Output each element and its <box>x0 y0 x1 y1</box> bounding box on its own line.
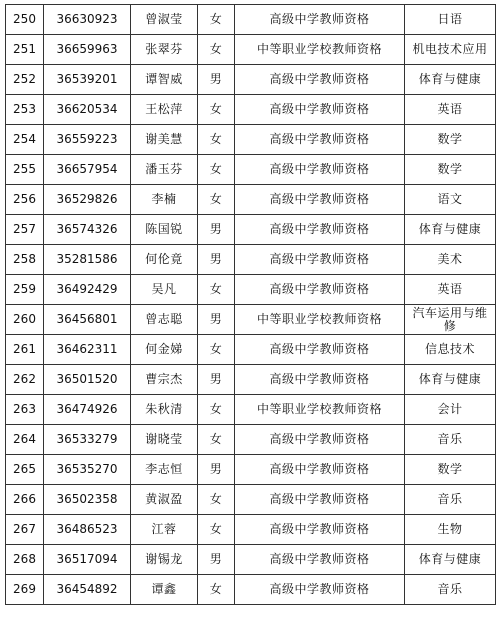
subject-cell: 体育与健康 <box>405 545 496 575</box>
name-cell: 王松萍 <box>131 95 198 125</box>
seq-cell: 252 <box>6 65 44 95</box>
subject-cell: 日语 <box>405 5 496 35</box>
seq-cell: 267 <box>6 515 44 545</box>
candidate-id-cell: 36533279 <box>44 425 131 455</box>
table-row <box>6 395 496 425</box>
table-row <box>6 95 496 125</box>
name-cell: 曾志聪 <box>131 305 198 335</box>
candidate-id-cell: 36620534 <box>44 95 131 125</box>
subject-cell: 英语 <box>405 275 496 305</box>
name-cell: 谢晓莹 <box>131 425 198 455</box>
subject-cell: 体育与健康 <box>405 65 496 95</box>
name-cell: 江蓉 <box>131 515 198 545</box>
table-row <box>6 65 496 95</box>
name-cell: 谢美慧 <box>131 125 198 155</box>
seq-cell: 254 <box>6 125 44 155</box>
qualification-cell: 高级中学教师资格 <box>235 65 405 95</box>
seq-cell: 257 <box>6 215 44 245</box>
subject-cell: 数学 <box>405 455 496 485</box>
candidate-id-cell: 36574326 <box>44 215 131 245</box>
seq-cell: 255 <box>6 155 44 185</box>
seq-cell: 264 <box>6 425 44 455</box>
table-row <box>6 425 496 455</box>
subject-cell: 语文 <box>405 185 496 215</box>
subject-cell: 信息技术 <box>405 335 496 365</box>
gender-cell: 女 <box>198 515 235 545</box>
candidate-id-cell: 36502358 <box>44 485 131 515</box>
table-row <box>6 515 496 545</box>
candidate-id-cell: 36456801 <box>44 305 131 335</box>
gender-cell: 男 <box>198 455 235 485</box>
qualification-cell: 高级中学教师资格 <box>235 275 405 305</box>
teacher-qualification-table <box>5 4 496 605</box>
gender-cell: 男 <box>198 215 235 245</box>
name-cell: 张翠芬 <box>131 35 198 65</box>
qualification-cell: 高级中学教师资格 <box>235 365 405 395</box>
seq-cell: 250 <box>6 5 44 35</box>
table-row <box>6 335 496 365</box>
seq-cell: 263 <box>6 395 44 425</box>
gender-cell: 女 <box>198 485 235 515</box>
table-row <box>6 125 496 155</box>
subject-cell: 美术 <box>405 245 496 275</box>
subject-cell: 生物 <box>405 515 496 545</box>
gender-cell: 女 <box>198 575 235 605</box>
table-row <box>6 155 496 185</box>
candidate-id-cell: 36486523 <box>44 515 131 545</box>
table-row <box>6 485 496 515</box>
name-cell: 李志恒 <box>131 455 198 485</box>
name-cell: 谢锡龙 <box>131 545 198 575</box>
table-row <box>6 35 496 65</box>
table-row <box>6 545 496 575</box>
qualification-cell: 高级中学教师资格 <box>235 515 405 545</box>
gender-cell: 男 <box>198 305 235 335</box>
name-cell: 朱秋清 <box>131 395 198 425</box>
gender-cell: 女 <box>198 155 235 185</box>
subject-cell: 英语 <box>405 95 496 125</box>
candidate-id-cell: 36657954 <box>44 155 131 185</box>
qualification-cell: 高级中学教师资格 <box>235 5 405 35</box>
name-cell: 潘玉芬 <box>131 155 198 185</box>
qualification-cell: 高级中学教师资格 <box>235 455 405 485</box>
candidate-id-cell: 36454892 <box>44 575 131 605</box>
name-cell: 陈国锐 <box>131 215 198 245</box>
qualification-cell: 中等职业学校教师资格 <box>235 35 405 65</box>
candidate-id-cell: 36474926 <box>44 395 131 425</box>
seq-cell: 262 <box>6 365 44 395</box>
seq-cell: 253 <box>6 95 44 125</box>
subject-cell: 机电技术应用 <box>405 35 496 65</box>
name-cell: 曹宗杰 <box>131 365 198 395</box>
seq-cell: 251 <box>6 35 44 65</box>
qualification-cell: 高级中学教师资格 <box>235 485 405 515</box>
name-cell: 吴凡 <box>131 275 198 305</box>
gender-cell: 女 <box>198 125 235 155</box>
subject-cell: 体育与健康 <box>405 365 496 395</box>
candidate-id-cell: 36559223 <box>44 125 131 155</box>
qualification-cell: 高级中学教师资格 <box>235 425 405 455</box>
subject-cell: 音乐 <box>405 575 496 605</box>
seq-cell: 260 <box>6 305 44 335</box>
name-cell: 黄淑盈 <box>131 485 198 515</box>
candidate-id-cell: 36492429 <box>44 275 131 305</box>
qualification-cell: 高级中学教师资格 <box>235 545 405 575</box>
seq-cell: 265 <box>6 455 44 485</box>
gender-cell: 男 <box>198 245 235 275</box>
table-row <box>6 455 496 485</box>
candidate-id-cell: 35281586 <box>44 245 131 275</box>
candidate-id-cell: 36535270 <box>44 455 131 485</box>
qualification-cell: 高级中学教师资格 <box>235 155 405 185</box>
table-row <box>6 5 496 35</box>
seq-cell: 259 <box>6 275 44 305</box>
table-row <box>6 365 496 395</box>
gender-cell: 女 <box>198 95 235 125</box>
subject-cell: 数学 <box>405 155 496 185</box>
gender-cell: 女 <box>198 5 235 35</box>
qualification-cell: 高级中学教师资格 <box>235 125 405 155</box>
name-cell: 何伦竟 <box>131 245 198 275</box>
candidate-id-cell: 36462311 <box>44 335 131 365</box>
subject-cell: 会计 <box>405 395 496 425</box>
name-cell: 李楠 <box>131 185 198 215</box>
name-cell: 何金娣 <box>131 335 198 365</box>
seq-cell: 269 <box>6 575 44 605</box>
candidate-id-cell: 36501520 <box>44 365 131 395</box>
gender-cell: 女 <box>198 275 235 305</box>
qualification-cell: 中等职业学校教师资格 <box>235 395 405 425</box>
qualification-cell: 高级中学教师资格 <box>235 245 405 275</box>
qualification-cell: 高级中学教师资格 <box>235 575 405 605</box>
subject-cell: 体育与健康 <box>405 215 496 245</box>
gender-cell: 女 <box>198 185 235 215</box>
gender-cell: 女 <box>198 425 235 455</box>
candidate-id-cell: 36539201 <box>44 65 131 95</box>
qualification-cell: 高级中学教师资格 <box>235 215 405 245</box>
seq-cell: 256 <box>6 185 44 215</box>
table-row <box>6 575 496 605</box>
gender-cell: 男 <box>198 545 235 575</box>
gender-cell: 男 <box>198 365 235 395</box>
qualification-cell: 高级中学教师资格 <box>235 185 405 215</box>
seq-cell: 268 <box>6 545 44 575</box>
seq-cell: 258 <box>6 245 44 275</box>
table-row <box>6 245 496 275</box>
candidate-id-cell: 36630923 <box>44 5 131 35</box>
name-cell: 谭鑫 <box>131 575 198 605</box>
qualification-cell: 中等职业学校教师资格 <box>235 305 405 335</box>
seq-cell: 266 <box>6 485 44 515</box>
seq-cell: 261 <box>6 335 44 365</box>
candidate-id-cell: 36529826 <box>44 185 131 215</box>
name-cell: 谭智威 <box>131 65 198 95</box>
table-body <box>6 5 496 605</box>
table-row <box>6 185 496 215</box>
subject-cell: 音乐 <box>405 485 496 515</box>
table-row <box>6 275 496 305</box>
name-cell: 曾淑莹 <box>131 5 198 35</box>
table-row <box>6 305 496 335</box>
subject-cell: 音乐 <box>405 425 496 455</box>
gender-cell: 女 <box>198 395 235 425</box>
table-row <box>6 215 496 245</box>
subject-cell: 数学 <box>405 125 496 155</box>
gender-cell: 女 <box>198 35 235 65</box>
candidate-id-cell: 36659963 <box>44 35 131 65</box>
gender-cell: 女 <box>198 335 235 365</box>
qualification-cell: 高级中学教师资格 <box>235 335 405 365</box>
gender-cell: 男 <box>198 65 235 95</box>
subject-cell: 汽车运用与维修 <box>405 305 496 335</box>
qualification-cell: 高级中学教师资格 <box>235 95 405 125</box>
candidate-id-cell: 36517094 <box>44 545 131 575</box>
